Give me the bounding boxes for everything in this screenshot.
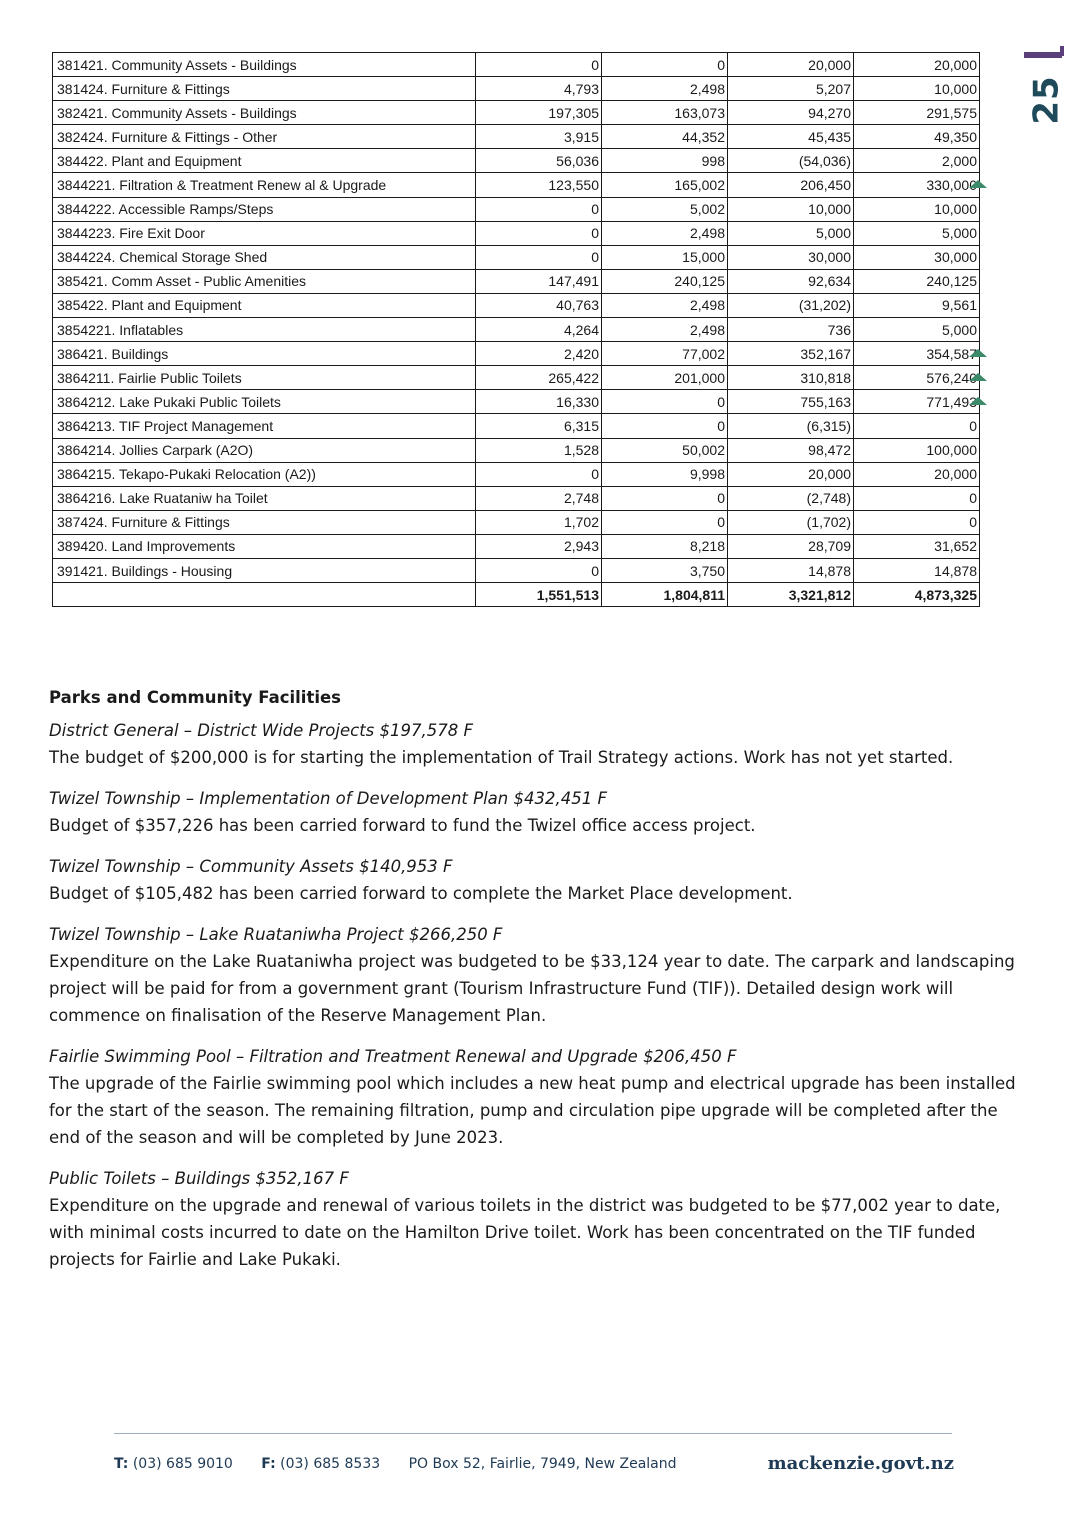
row-value-col4: 291,575 <box>854 101 980 125</box>
table-row <box>53 390 980 414</box>
commentary-item <box>49 785 1024 839</box>
row-value-col3: 310,818 <box>728 366 854 390</box>
row-value-col1: 0 <box>476 53 602 77</box>
row-value-col1: 0 <box>476 558 602 582</box>
row-value-col1: 197,305 <box>476 101 602 125</box>
row-value-col4: 9,561 <box>854 293 980 317</box>
increase-triangle-icon <box>969 349 987 357</box>
page-footer <box>114 1453 954 1474</box>
row-value-col4: 0 <box>854 486 980 510</box>
table-row <box>53 486 980 510</box>
row-value-col1: 1,528 <box>476 438 602 462</box>
commentary-heading: Fairlie Swimming Pool – Filtration and Treatment Renewal and Upgrade $206,450 F <box>49 1047 737 1066</box>
row-value-col2: 240,125 <box>602 269 728 293</box>
row-value-col4: 100,000 <box>854 438 980 462</box>
row-description: 3844222. Accessible Ramps/Steps <box>53 197 476 221</box>
row-description: 385421. Comm Asset - Public Amenities <box>53 269 476 293</box>
commentary-items <box>49 717 1024 1273</box>
row-value-col1: 4,793 <box>476 77 602 101</box>
row-value-col1: 147,491 <box>476 269 602 293</box>
row-value-col4: 31,652 <box>854 534 980 558</box>
commentary-body: Budget of $357,226 has been carried forward to fund the Twizel office access project. <box>49 816 756 835</box>
row-value-col4: 2,000 <box>854 149 980 173</box>
increase-triangle-icon <box>969 397 987 405</box>
row-value-col4: 20,000 <box>854 53 980 77</box>
row-value-col4: 0 <box>854 414 980 438</box>
commentary-heading: Twizel Township – Community Assets $140,953 F <box>49 857 453 876</box>
row-value-col2: 3,750 <box>602 558 728 582</box>
row-description: 389420. Land Improvements <box>53 534 476 558</box>
fax-number: (03) 685 8533 <box>280 1456 381 1472</box>
row-value-col2: 2,498 <box>602 221 728 245</box>
row-value-col3: 94,270 <box>728 101 854 125</box>
row-value-col4: 354,587 <box>854 342 980 366</box>
footer-fax <box>261 1456 392 1472</box>
table-row <box>53 269 980 293</box>
row-value-col4: 771,493 <box>854 390 980 414</box>
commentary-body: Budget of $105,482 has been carried forward to complete the Market Place development. <box>49 884 793 903</box>
table-row <box>53 414 980 438</box>
row-value-col2: 8,218 <box>602 534 728 558</box>
commentary-item <box>49 717 1024 771</box>
row-value-col4: 5,000 <box>854 221 980 245</box>
row-value-col3: 30,000 <box>728 245 854 269</box>
row-value-col3: 28,709 <box>728 534 854 558</box>
footer-phone <box>114 1456 245 1472</box>
row-value-col2: 5,002 <box>602 197 728 221</box>
row-value-col4: 5,000 <box>854 318 980 342</box>
row-value-col2: 44,352 <box>602 125 728 149</box>
row-value-col4: 10,000 <box>854 77 980 101</box>
row-value-col3: 14,878 <box>728 558 854 582</box>
row-value-col1: 0 <box>476 462 602 486</box>
commentary-item <box>49 1165 1024 1273</box>
row-value-col2: 163,073 <box>602 101 728 125</box>
row-value-col2: 15,000 <box>602 245 728 269</box>
increase-triangle-icon <box>969 373 987 381</box>
row-value-col2: 2,498 <box>602 293 728 317</box>
row-value-col2: 0 <box>602 486 728 510</box>
row-value-col1: 6,315 <box>476 414 602 438</box>
page-number-text: 25 <box>1026 75 1067 125</box>
row-value-col1: 56,036 <box>476 149 602 173</box>
row-value-col1: 0 <box>476 197 602 221</box>
phone-label: T: <box>114 1456 129 1472</box>
row-value-col3: 10,000 <box>728 197 854 221</box>
commentary-section <box>49 684 1024 1287</box>
table-row <box>53 53 980 77</box>
row-description: 3844221. Filtration & Treatment Renew al & Upgrade <box>53 173 476 197</box>
row-value-col4: 49,350 <box>854 125 980 149</box>
row-value-col1: 123,550 <box>476 173 602 197</box>
row-value-col3: (1,702) <box>728 510 854 534</box>
row-description: 384422. Plant and Equipment <box>53 149 476 173</box>
row-value-col2: 0 <box>602 390 728 414</box>
row-value-col1: 2,420 <box>476 342 602 366</box>
row-value-col1: 0 <box>476 245 602 269</box>
table-row <box>53 101 980 125</box>
row-value-col3: 206,450 <box>728 173 854 197</box>
row-value-col4: 4,873,325 <box>854 583 980 607</box>
page-number-accent-tick <box>1060 46 1064 56</box>
footer-divider <box>114 1433 952 1434</box>
row-value-col1: 3,915 <box>476 125 602 149</box>
phone-number: (03) 685 9010 <box>132 1456 233 1472</box>
row-description: 386421. Buildings <box>53 342 476 366</box>
row-description: 381424. Furniture & Fittings <box>53 77 476 101</box>
row-value-col3: (31,202) <box>728 293 854 317</box>
table-row <box>53 510 980 534</box>
table-row <box>53 149 980 173</box>
row-value-col4: 10,000 <box>854 197 980 221</box>
row-value-col1: 1,551,513 <box>476 583 602 607</box>
commentary-body: Expenditure on the upgrade and renewal of various toilets in the district was budgeted to be $77,002 year to date, with minimal costs incurred to date on the Hamilton Drive toilet. Work has been concentrated on the TIF funded projects for Fairlie and Lake Pukaki. <box>49 1196 1001 1269</box>
row-value-col3: 5,000 <box>728 221 854 245</box>
page-number <box>1026 66 1069 126</box>
table-row <box>53 245 980 269</box>
section-title: Parks and Community Facilities <box>49 688 342 707</box>
row-value-col2: 50,002 <box>602 438 728 462</box>
row-description: 382424. Furniture & Fittings - Other <box>53 125 476 149</box>
table-row <box>53 534 980 558</box>
table-row <box>53 462 980 486</box>
row-value-col3: (2,748) <box>728 486 854 510</box>
table-row <box>53 125 980 149</box>
table-row <box>53 438 980 462</box>
row-value-col3: 92,634 <box>728 269 854 293</box>
table-row <box>53 366 980 390</box>
row-value-col1: 1,702 <box>476 510 602 534</box>
row-value-col3: 45,435 <box>728 125 854 149</box>
row-value-col4: 30,000 <box>854 245 980 269</box>
row-value-col4: 330,000 <box>854 173 980 197</box>
row-description: 381421. Community Assets - Buildings <box>53 53 476 77</box>
row-value-col3: 5,207 <box>728 77 854 101</box>
row-description: 3864211. Fairlie Public Toilets <box>53 366 476 390</box>
row-value-col2: 9,998 <box>602 462 728 486</box>
row-description: 391421. Buildings - Housing <box>53 558 476 582</box>
footer-address: PO Box 52, Fairlie, 7949, New Zealand <box>408 1456 677 1472</box>
row-value-col3: 755,163 <box>728 390 854 414</box>
row-value-col3: (6,315) <box>728 414 854 438</box>
table-row <box>53 173 980 197</box>
table-row <box>53 342 980 366</box>
table-row <box>53 77 980 101</box>
row-description: 3864215. Tekapo-Pukaki Relocation (A2)) <box>53 462 476 486</box>
row-value-col2: 0 <box>602 53 728 77</box>
row-value-col4: 0 <box>854 510 980 534</box>
footer-website[interactable]: mackenzie.govt.nz <box>767 1453 954 1474</box>
row-value-col2: 201,000 <box>602 366 728 390</box>
table-row <box>53 558 980 582</box>
row-description: 3864213. TIF Project Management <box>53 414 476 438</box>
commentary-item <box>49 921 1024 1029</box>
row-value-col2: 998 <box>602 149 728 173</box>
row-value-col2: 2,498 <box>602 77 728 101</box>
row-description: 3844223. Fire Exit Door <box>53 221 476 245</box>
row-value-col1: 265,422 <box>476 366 602 390</box>
row-description: 3864216. Lake Ruataniw ha Toilet <box>53 486 476 510</box>
table-row <box>53 293 980 317</box>
row-value-col3: (54,036) <box>728 149 854 173</box>
row-value-col4: 20,000 <box>854 462 980 486</box>
increase-triangle-icon <box>969 180 987 188</box>
row-value-col3: 20,000 <box>728 462 854 486</box>
commentary-body: The upgrade of the Fairlie swimming pool which includes a new heat pump and electrical upgrade has been installed for the start of the season. The remaining filtration, pump and circulation pipe upgrade will be completed after the end of the season and will be completed by June 2023. <box>49 1074 1016 1147</box>
row-value-col2: 0 <box>602 510 728 534</box>
row-value-col2: 1,804,811 <box>602 583 728 607</box>
commentary-body: The budget of $200,000 is for starting the implementation of Trail Strategy actions. Work has not yet started. <box>49 748 954 767</box>
row-value-col2: 77,002 <box>602 342 728 366</box>
row-description: 3864214. Jollies Carpark (A2O) <box>53 438 476 462</box>
row-description: 3864212. Lake Pukaki Public Toilets <box>53 390 476 414</box>
row-description: 3844224. Chemical Storage Shed <box>53 245 476 269</box>
row-value-col1: 2,748 <box>476 486 602 510</box>
row-value-col3: 736 <box>728 318 854 342</box>
row-value-col4: 14,878 <box>854 558 980 582</box>
table-row <box>53 318 980 342</box>
row-value-col2: 165,002 <box>602 173 728 197</box>
table-row <box>53 197 980 221</box>
commentary-body: Expenditure on the Lake Ruataniwha project was budgeted to be $33,124 year to date. The carpark and landscaping project will be paid for from a government grant (Tourism Infrastructure Fund (TIF)). Detailed design work will commence on finalisation of the Reserve Management Plan. <box>49 952 1015 1025</box>
row-value-col1: 16,330 <box>476 390 602 414</box>
row-value-col3: 98,472 <box>728 438 854 462</box>
row-value-col2: 0 <box>602 414 728 438</box>
row-value-col1: 0 <box>476 221 602 245</box>
page-number-accent-bar <box>1024 52 1062 58</box>
commentary-heading: District General – District Wide Projects $197,578 F <box>49 721 473 740</box>
commentary-heading: Public Toilets – Buildings $352,167 F <box>49 1169 349 1188</box>
commentary-item <box>49 1043 1024 1151</box>
commentary-heading: Twizel Township – Implementation of Development Plan $432,451 F <box>49 789 607 808</box>
commentary-heading: Twizel Township – Lake Ruataniwha Project $266,250 F <box>49 925 503 944</box>
row-value-col2: 2,498 <box>602 318 728 342</box>
row-description: 385422. Plant and Equipment <box>53 293 476 317</box>
row-value-col3: 3,321,812 <box>728 583 854 607</box>
commentary-item <box>49 853 1024 907</box>
row-value-col4: 576,240 <box>854 366 980 390</box>
capital-budget-table <box>52 52 980 607</box>
row-value-col3: 20,000 <box>728 53 854 77</box>
row-description: 3854221. Inflatables <box>53 318 476 342</box>
row-description <box>53 583 476 607</box>
row-description: 382421. Community Assets - Buildings <box>53 101 476 125</box>
row-value-col1: 40,763 <box>476 293 602 317</box>
row-value-col3: 352,167 <box>728 342 854 366</box>
row-description: 387424. Furniture & Fittings <box>53 510 476 534</box>
row-value-col1: 2,943 <box>476 534 602 558</box>
fax-label: F: <box>261 1456 276 1472</box>
row-value-col1: 4,264 <box>476 318 602 342</box>
table-total-row <box>53 583 980 607</box>
table-row <box>53 221 980 245</box>
row-value-col4: 240,125 <box>854 269 980 293</box>
